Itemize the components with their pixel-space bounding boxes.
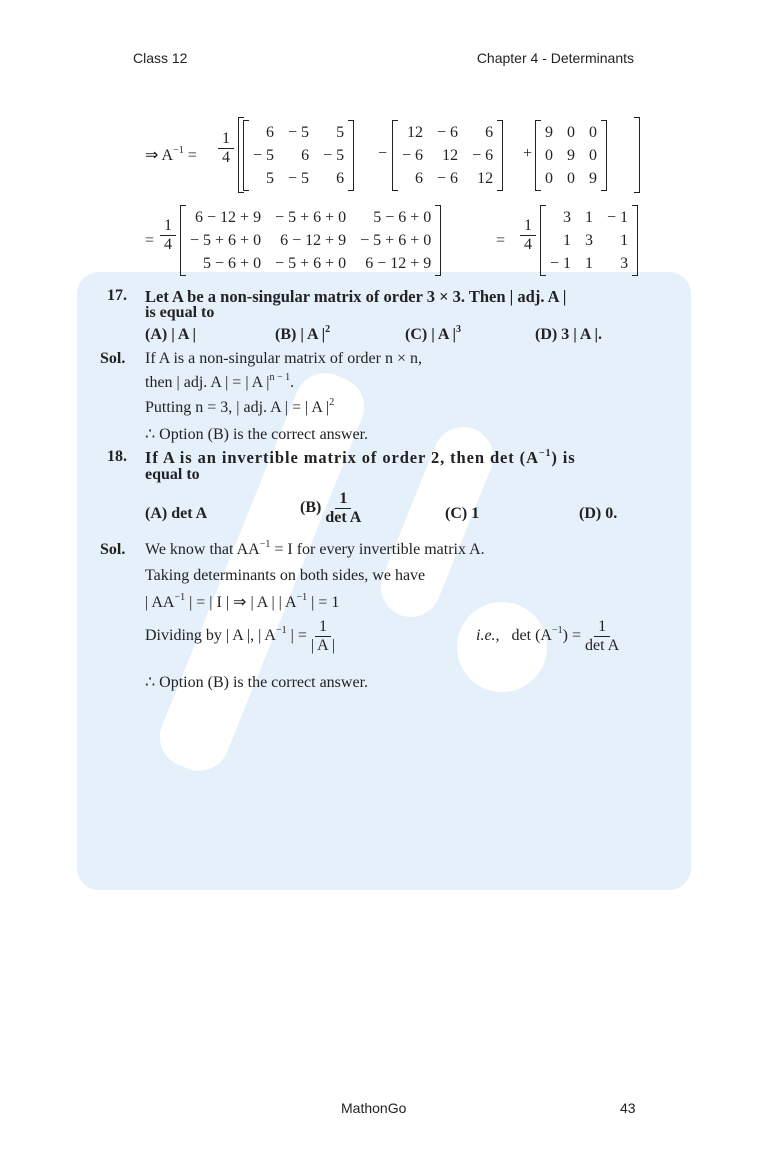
bracket-right	[435, 205, 441, 276]
matrix-cell: 6	[415, 170, 424, 187]
q18-sol-line-4: Dividing by | A |, | $A^{-1}$ | = $\frac{1}{| A |}$	[145, 618, 336, 654]
matrix-cell: 5 − 6 + 0	[203, 255, 262, 272]
matrix-cell: − 5 + 6 + 0	[360, 232, 432, 249]
matrix-cell: 0	[589, 147, 597, 164]
matrix-cell: 6 − 12 + 9	[365, 255, 432, 272]
footer-brand: MathonGo	[341, 1100, 407, 1116]
matrix-cell: − 5	[253, 147, 275, 164]
q18-text-2: equal to	[145, 466, 200, 483]
matrix-cell: 6	[336, 170, 345, 187]
matrix-5	[540, 205, 638, 276]
matrix-cell: − 6	[437, 170, 459, 187]
q17-text-2: is equal to	[145, 304, 215, 321]
matrix-cell: 3	[563, 209, 572, 226]
eq2-equals: =	[145, 232, 155, 249]
q18-sol-line-3: | $AA^{-1}$ | = | I | ⇒ | A | | $A^{-1}$ | = 1	[145, 592, 340, 611]
q17-sol-label: Sol.	[100, 350, 126, 367]
footer-page-number: 43	[620, 1100, 636, 1116]
matrix-cell: 9	[545, 124, 553, 141]
bracket-right	[632, 205, 638, 276]
eq1-fraction: $\frac{1}{4}$	[218, 130, 234, 166]
q18-sol-line-1: We know that $AA^{-1} = I$ for every invertible matrix A.	[145, 539, 485, 558]
q17-sol-line-1: If A is a non-singular matrix of order n × n,	[145, 350, 422, 367]
matrix-cell: − 5 + 6 + 0	[190, 232, 262, 249]
minus-sign: −	[378, 145, 388, 162]
matrix-cell: 0	[545, 170, 553, 187]
matrix-2	[392, 120, 503, 191]
q17-option-b: (B) | A $|^2$	[275, 324, 331, 343]
matrix-cell: − 1	[550, 255, 572, 272]
header-class: Class 12	[133, 50, 188, 66]
matrix-cell: − 6	[472, 147, 494, 164]
matrix-cell: 5	[336, 124, 345, 141]
bracket-right	[348, 120, 354, 191]
plus-sign: +	[523, 145, 533, 162]
matrix-cell: 12	[407, 124, 424, 141]
matrix-cell: 1	[585, 209, 594, 226]
matrix-cell: 3	[585, 232, 594, 249]
q18-sol-line-4b: i.e., $\det (A^{-1})$ = $\frac{1}{\text{det A}}$	[476, 618, 620, 654]
matrix-cell: − 5	[288, 124, 310, 141]
q18-conclusion: ∴ Option (B) is the correct answer.	[145, 674, 369, 691]
matrix-cell: 9	[567, 147, 575, 164]
q18-text-1: If A is an invertible matrix of order 2, then $\det (A^{-1})$ is	[145, 448, 576, 467]
matrix-cell: 3	[620, 255, 629, 272]
eq1-lhs: ⇒ $A^{-1}$ =	[145, 145, 197, 164]
q17-sol-line-3: Putting n = 3, | adj. A | = | A $|^2$	[145, 397, 335, 416]
q17-sol-line-2: then | adj. A | = | A $|^{n - 1}$.	[145, 372, 295, 391]
q17-number: 17.	[107, 287, 127, 304]
matrix-cell: − 5 + 6 + 0	[275, 209, 347, 226]
q17-text-1: Let A be a non-singular matrix of order 3 × 3. Then | adj. A |	[145, 287, 567, 306]
matrix-cell: − 5	[323, 147, 345, 164]
matrix-cell: 0	[589, 124, 597, 141]
matrix-cell: 1	[585, 255, 594, 272]
matrix-cell: 0	[545, 147, 553, 164]
matrix-cell: 6	[301, 147, 310, 164]
q18-option-d: (D) 0.	[579, 505, 618, 522]
q18-option-a: (A) det A	[145, 505, 208, 522]
q18-sol-line-2: Taking determinants on both sides, we have	[145, 567, 426, 584]
eq2-fraction: $\frac{1}{4}$	[160, 217, 176, 253]
matrix-cell: 12	[442, 147, 459, 164]
bracket-right	[601, 120, 607, 191]
q17-option-d: (D) 3 | A |.	[535, 326, 603, 343]
matrix-cell: 9	[589, 170, 597, 187]
matrix-cell: 0	[567, 124, 575, 141]
q17-option-c: (C) | A $|^3$	[405, 324, 462, 343]
matrix-cell: 1	[563, 232, 572, 249]
matrix-cell: 6	[485, 124, 494, 141]
q18-number: 18.	[107, 448, 127, 465]
matrix-cell: − 1	[607, 209, 629, 226]
eq2-equals-2: =	[496, 232, 506, 249]
matrix-cell: 5 − 6 + 0	[373, 209, 432, 226]
matrix-cell: − 5 + 6 + 0	[275, 255, 347, 272]
matrix-cell: 5	[266, 170, 275, 187]
outer-bracket-right	[634, 117, 640, 193]
q18-option-b: (B) $\frac{1}{\text{det A}}$	[300, 490, 362, 526]
matrix-cell: 12	[477, 170, 494, 187]
q18-option-c: (C) 1	[445, 505, 480, 522]
q18-sol-label: Sol.	[100, 541, 126, 558]
matrix-cell: − 6	[437, 124, 459, 141]
header-chapter: Chapter 4 - Determinants	[476, 50, 634, 66]
matrix-3	[535, 120, 607, 191]
matrix-cell: 6 − 12 + 9	[195, 209, 262, 226]
matrix-cell: 1	[620, 232, 629, 249]
matrix-cell: 6 − 12 + 9	[280, 232, 347, 249]
matrix-cell: 0	[567, 170, 575, 187]
matrix-1	[243, 120, 354, 191]
matrix-cell: − 6	[402, 147, 424, 164]
matrix-cell: − 5	[288, 170, 310, 187]
q17-option-a: (A) | A |	[145, 326, 197, 343]
eq2-fraction-2: $\frac{1}{4}$	[520, 217, 536, 253]
q17-conclusion: ∴ Option (B) is the correct answer.	[145, 426, 369, 443]
matrix-cell: 6	[266, 124, 275, 141]
matrix-4	[180, 205, 441, 276]
bracket-right	[497, 120, 503, 191]
